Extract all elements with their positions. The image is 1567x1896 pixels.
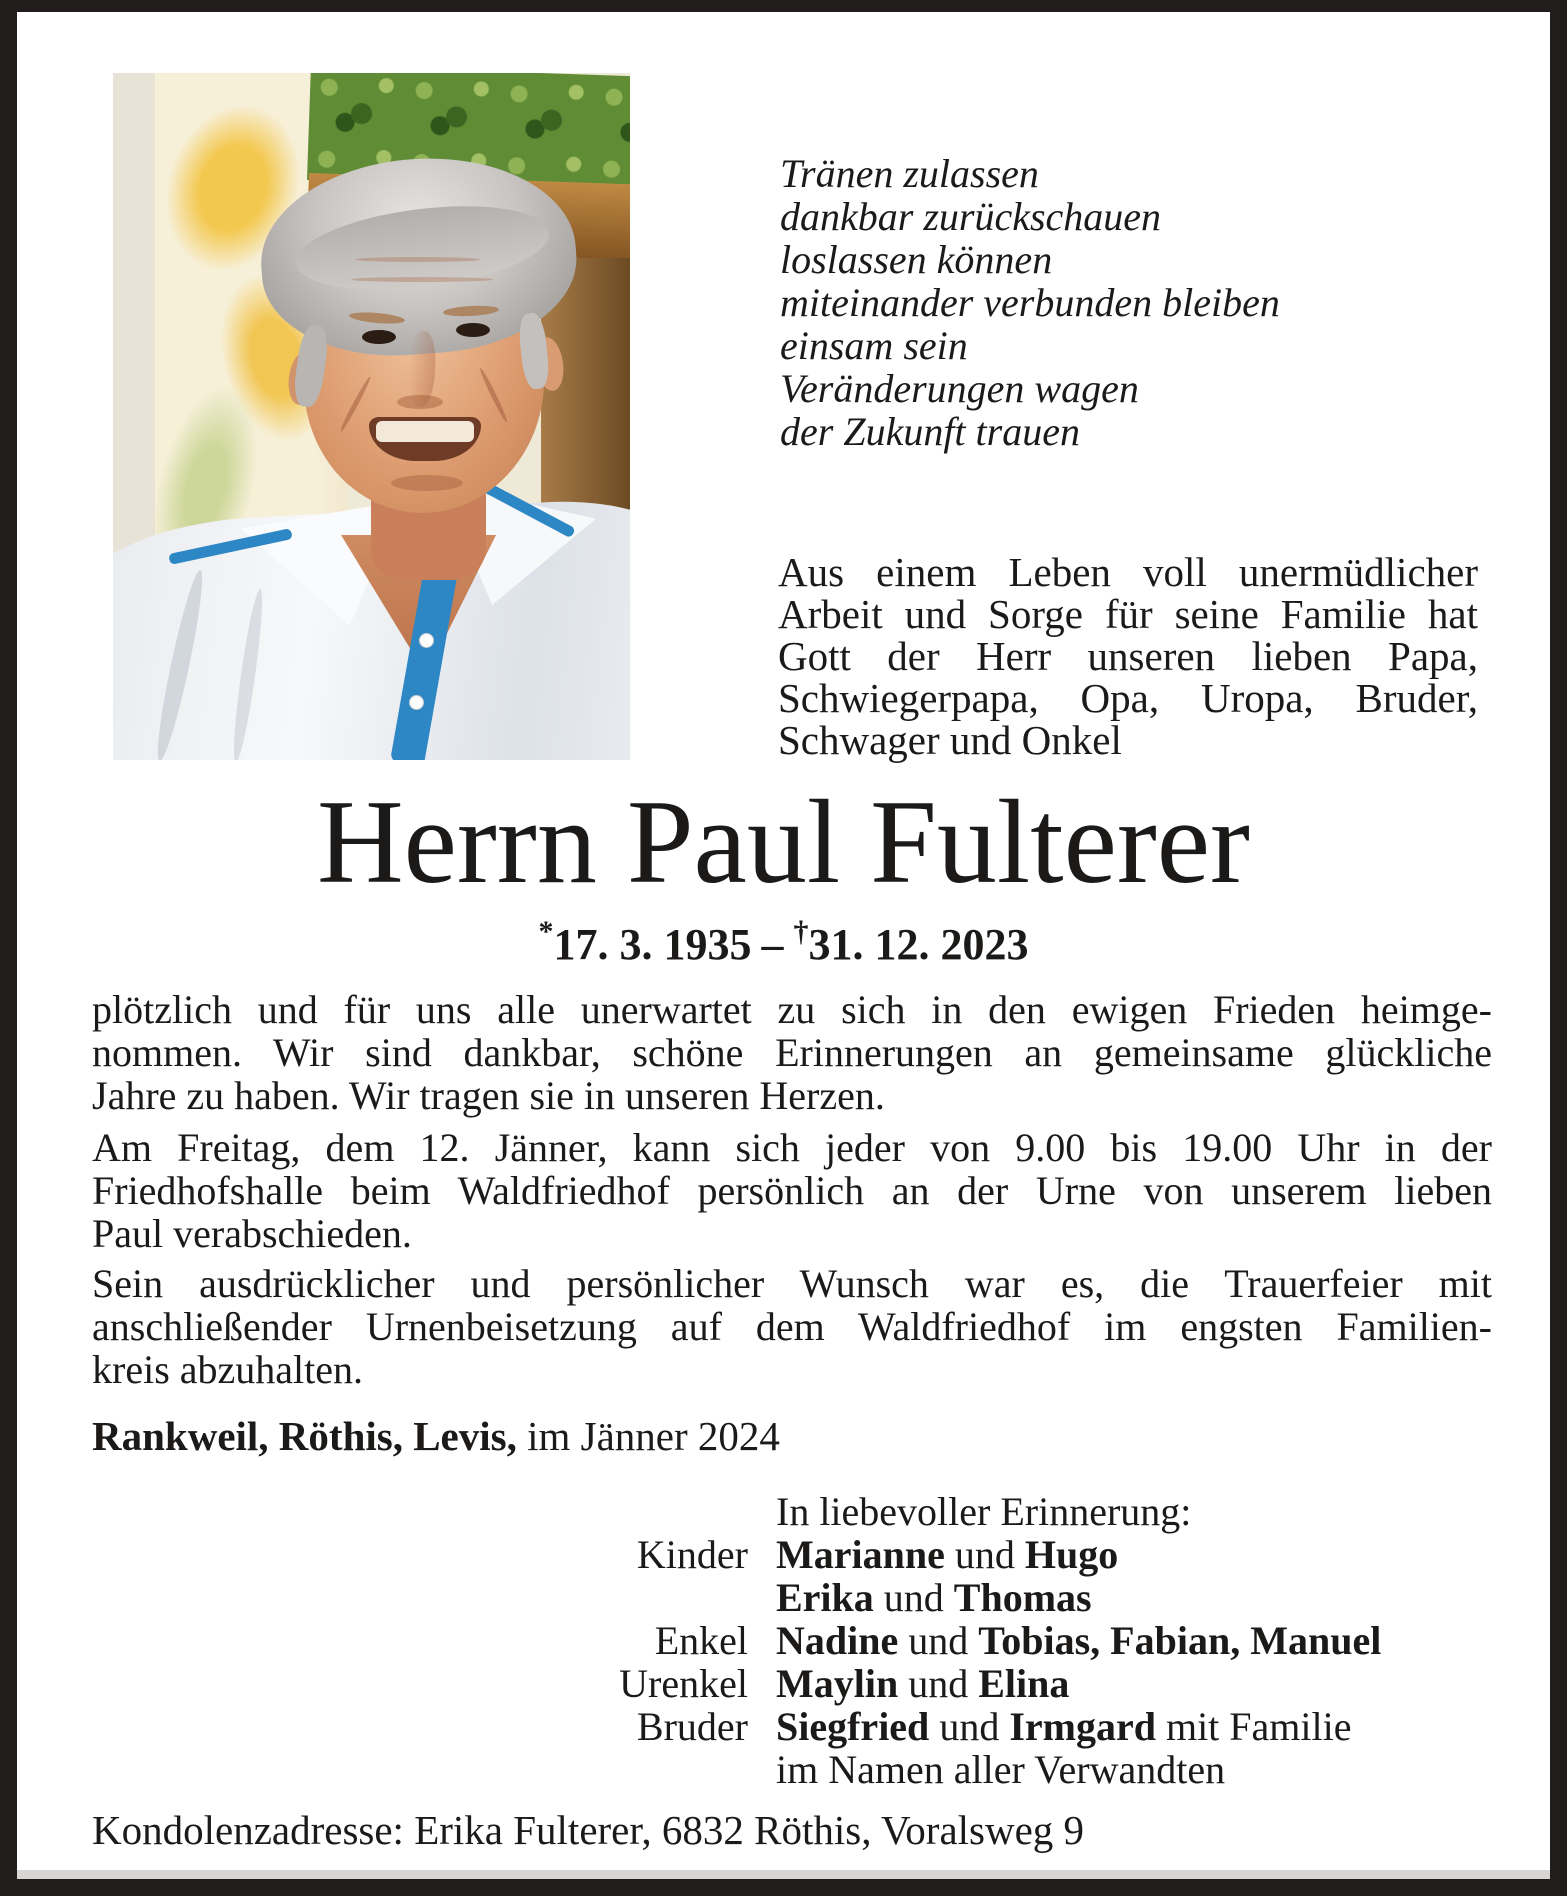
family-row (0, 1533, 1567, 1576)
poem-line: Veränderungen wagen (780, 366, 1139, 411)
death-date: 31. 12. 2023 (808, 920, 1029, 970)
frame-inner-shadow (17, 1870, 1550, 1879)
conjunction: und (898, 1618, 979, 1663)
frame-border (0, 0, 1567, 12)
remembrance-block (0, 1490, 1567, 1791)
family-tail: mit Familie (1155, 1704, 1352, 1749)
family-name: Thomas (953, 1575, 1092, 1620)
family-tail: im Namen aller Verwandten (776, 1747, 1226, 1792)
family-name: Maylin (776, 1661, 899, 1706)
body-line: kreis abzuhalten. (92, 1347, 363, 1392)
family-name: Irmgard (1009, 1704, 1156, 1749)
place-date-line (92, 1412, 780, 1460)
frame-border (1550, 0, 1567, 1896)
places-bold: Rankweil, Röthis, Levis, (92, 1413, 517, 1459)
family-name: Siegfried (776, 1704, 930, 1749)
family-name: Hugo (1024, 1532, 1119, 1577)
intro-line: Arbeit und Sorge für seine Familie hat (778, 591, 1478, 637)
conjunction: und (929, 1704, 1010, 1749)
memorial-poem (780, 152, 1420, 453)
deceased-name-title: Herrn Paul Fulterer (316, 775, 1251, 908)
body-paragraph-peace (92, 988, 1492, 1117)
family-role-label (0, 1576, 748, 1619)
conjunction: und (944, 1532, 1025, 1577)
conjunction: und (873, 1575, 954, 1620)
family-name: Tobias, Fabian, Manuel (978, 1618, 1382, 1663)
frame-border (0, 0, 17, 1896)
family-names (776, 1619, 1381, 1662)
forehead-wrinkle (355, 257, 480, 262)
poem-line: dankbar zurückschauen (780, 194, 1162, 239)
eye (362, 330, 396, 344)
shirt-button (409, 695, 424, 710)
body-line: Paul verabschieden. (92, 1211, 412, 1256)
family-name: Marianne (776, 1532, 945, 1577)
nose-shadow (397, 395, 443, 409)
poem-line: der Zukunft trauen (780, 409, 1080, 454)
body-line: anschließender Urnenbeisetzung auf dem Waldfriedhof im engsten Familien- (92, 1304, 1492, 1349)
intro-line: Gott der Herr unseren lieben Papa, (778, 633, 1478, 679)
body-line: Am Freitag, dem 12. Jänner, kann sich jeder von 9.00 bis 19.00 Uhr in der (92, 1125, 1492, 1170)
body-paragraph-wish (92, 1262, 1492, 1391)
portrait-photo (113, 73, 630, 760)
shirt-button (419, 633, 434, 648)
body-line: Sein ausdrücklicher und persönlicher Wunsch war es, die Trauerfeier mit (92, 1261, 1492, 1306)
family-name: Elina (978, 1661, 1070, 1706)
remembrance-intro: In liebevoller Erinnerung: (776, 1489, 1192, 1534)
death-cross-symbol: † (793, 915, 809, 948)
family-role-label: Enkel (654, 1618, 748, 1663)
family-names (776, 1748, 1225, 1791)
eye (456, 323, 490, 337)
family-role-label (0, 1748, 748, 1791)
month-year: im Jänner 2024 (516, 1413, 780, 1459)
family-name: Erika (776, 1575, 874, 1620)
intro-paragraph (778, 551, 1478, 761)
family-row (0, 1619, 1567, 1662)
forehead-wrinkle (351, 277, 493, 282)
conjunction: und (898, 1661, 979, 1706)
poem-line: Tränen zulassen (780, 151, 1039, 196)
family-names (776, 1705, 1352, 1748)
family-role-label: Urenkel (619, 1661, 748, 1706)
birth-date: 17. 3. 1935 (553, 920, 752, 970)
poem-line: miteinander verbunden bleiben (780, 280, 1280, 325)
condolence-address: Kondolenzadresse: Erika Fulterer, 6832 Röthis, Voralsweg 9 (92, 1807, 1085, 1853)
body-line: plötzlich und für uns alle unerwartet zu sich in den ewigen Frieden heimge- (92, 987, 1492, 1032)
family-names (776, 1576, 1092, 1619)
intro-line: Schwiegerpapa, Opa, Uropa, Bruder, (778, 675, 1478, 721)
family-row (0, 1748, 1567, 1791)
family-row (0, 1576, 1567, 1619)
body-line: Friedhofshalle beim Waldfriedhof persönlich an der Urne von unserem lieben (92, 1168, 1492, 1213)
family-row (0, 1705, 1567, 1748)
family-name: Nadine (776, 1618, 899, 1663)
body-paragraph-farewell (92, 1126, 1492, 1255)
family-role-label: Bruder (636, 1704, 748, 1749)
family-names (776, 1533, 1118, 1576)
life-dates (0, 908, 1567, 969)
family-role-label: Kinder (636, 1532, 748, 1577)
date-separator: – (761, 920, 784, 970)
family-names (776, 1662, 1069, 1705)
body-line: Jahre zu haben. Wir tragen sie in unseren Herzen. (92, 1073, 885, 1118)
family-row (0, 1662, 1567, 1705)
frame-border (0, 1879, 1567, 1896)
chin-shadow (391, 475, 463, 491)
poem-line: loslassen können (780, 237, 1053, 282)
intro-line: Aus einem Leben voll unermüdlicher (778, 549, 1478, 595)
teeth (376, 421, 474, 442)
poem-line: einsam sein (780, 323, 968, 368)
body-line: nommen. Wir sind dankbar, schöne Erinnerungen an gemeinsame glückliche (92, 1030, 1492, 1075)
intro-line: Schwager und Onkel (778, 717, 1122, 763)
birth-star-symbol: * (538, 915, 554, 948)
